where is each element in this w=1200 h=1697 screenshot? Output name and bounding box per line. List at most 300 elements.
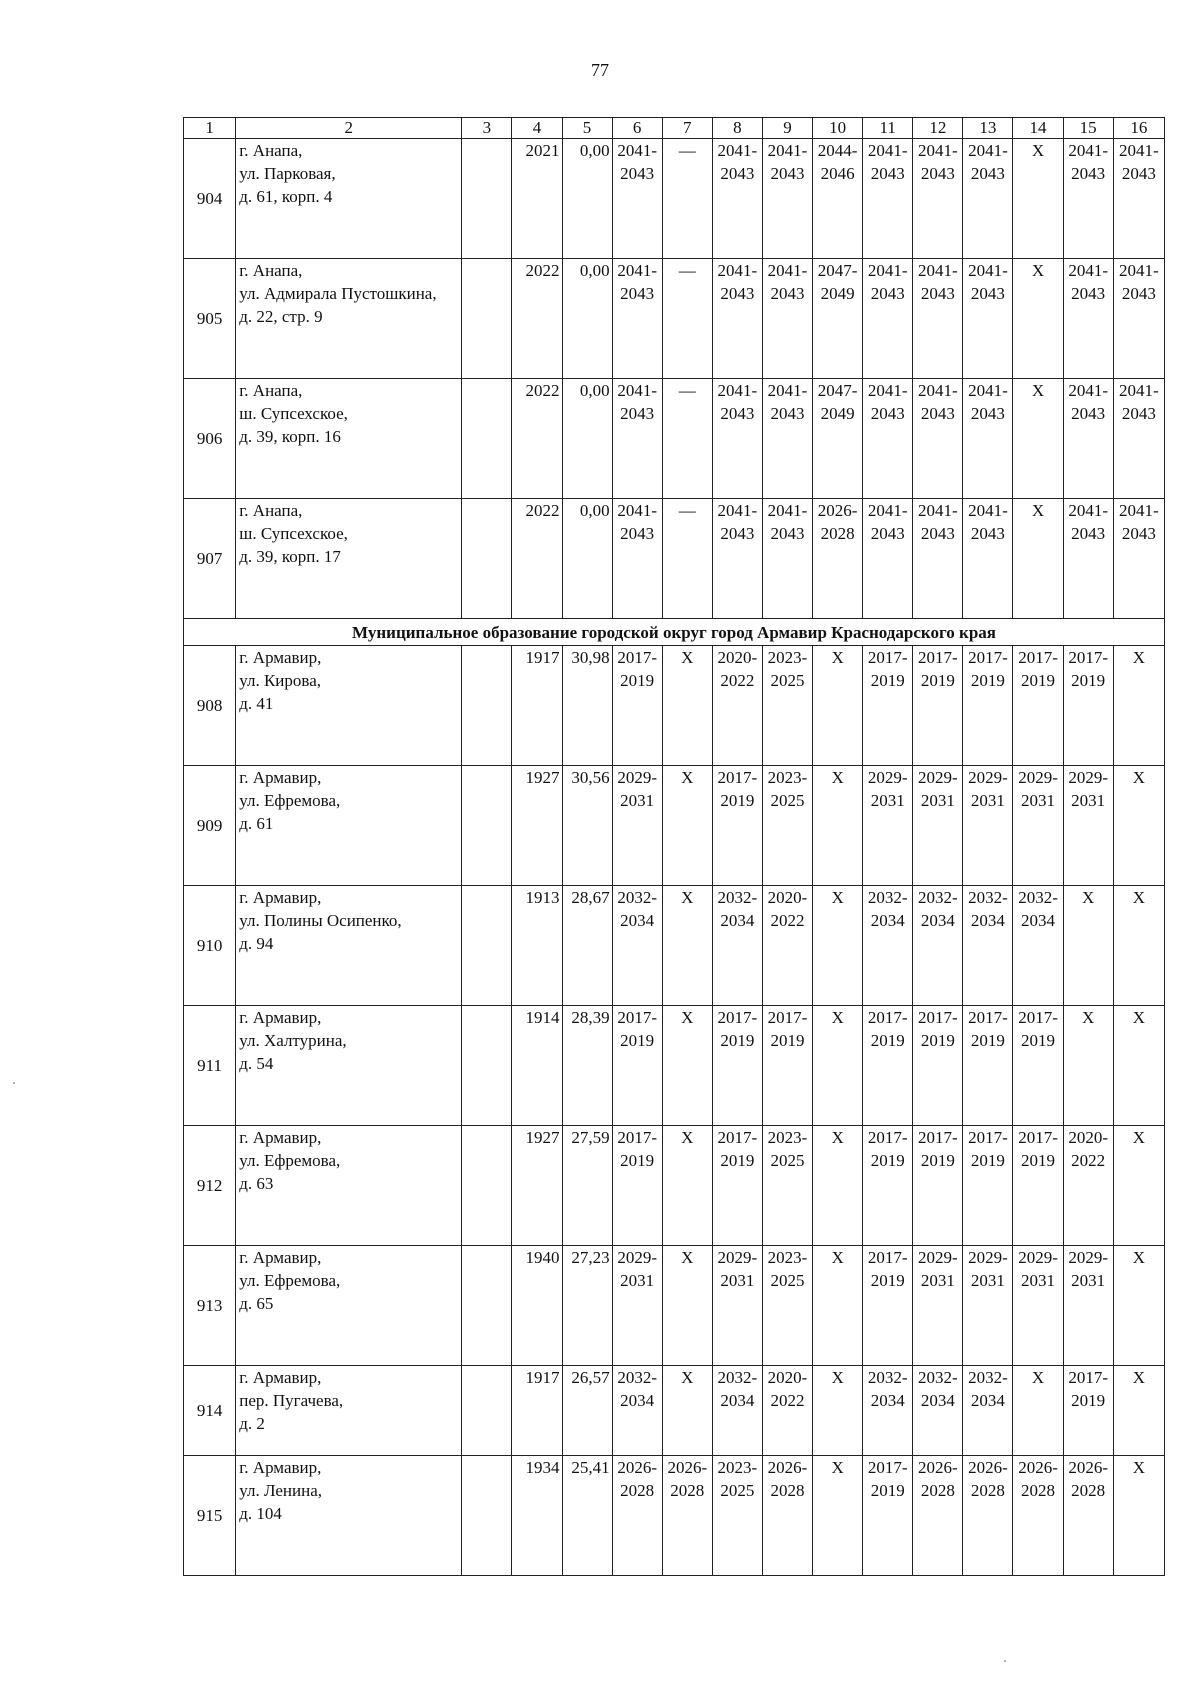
cell-line: 2019 [620,1031,655,1050]
cell-line: 2019 [1021,1031,1056,1050]
cell-line: д. 39, корп. 16 [239,427,341,446]
period-cell-col13 [963,139,1013,259]
period-cell-col15 [1063,1456,1113,1576]
period-cell-col12 [913,1126,963,1246]
year-built-cell: 2022 [512,259,562,379]
cell-line: 2029- [917,1248,958,1267]
cell-line: 2031 [970,1271,1005,1290]
value-cell: 0,00 [562,499,612,619]
cell-line: 2026- [817,501,858,520]
cell-line: 2041- [867,261,908,280]
period-cell-col12 [913,379,963,499]
period-cell-col11 [863,499,913,619]
cell-line: 2041- [1119,501,1159,520]
period-cell-col16 [1113,766,1164,886]
cell-line: 2019 [970,1151,1005,1170]
cell-line: 2026- [968,1458,1008,1477]
period-cell-col13 [963,1456,1013,1576]
cell-line: ул. Полины Осипенко, [239,911,402,930]
cell-line: 2017- [867,1458,908,1477]
cell-line: Х [681,1008,694,1027]
cell-line: 2031 [920,1271,955,1290]
period-cell-col10 [813,646,863,766]
cell-line: 2043 [720,284,755,303]
cell-line: 2019 [970,671,1005,690]
cell-line: ул. Адмирала Пустошкина, [239,284,437,303]
row-number: 906 [184,379,236,499]
address-cell [236,379,462,499]
period-cell-col6 [612,1456,662,1576]
table-row [184,1456,1165,1576]
period-cell-col8 [712,1366,762,1456]
cell-line: 2031 [620,1271,655,1290]
cell-line: 2017- [867,1008,908,1027]
cell-line: 2043 [920,284,955,303]
cell-line: 2023- [717,1458,758,1477]
cell-line: 2029- [1068,1248,1108,1267]
cell-line: 2017- [1068,648,1108,667]
year-built-cell: 1913 [512,886,562,1006]
cell-line: 2020- [767,888,808,907]
period-cell-col7 [662,766,712,886]
cell-line: Х [1132,888,1145,907]
period-cell-col13 [963,1006,1013,1126]
period-cell-col10 [813,139,863,259]
cell-line: 2019 [870,1481,905,1500]
cell-line: ул. Ефремова, [239,791,341,810]
cell-line: Х [681,768,694,787]
cell-line: 2041- [1068,381,1108,400]
column-header: 1 [184,118,236,139]
period-cell-col13 [963,499,1013,619]
period-cell-col7 [662,259,712,379]
cell-line: 2019 [770,1031,805,1050]
cell-line: д. 54 [239,1054,274,1073]
cell-line: г. Армавир, [239,1248,322,1267]
cell-line: Х [831,1008,844,1027]
table-row [184,1006,1165,1126]
cell-line: 2019 [1021,671,1056,690]
period-cell-col13 [963,1246,1013,1366]
year-built-cell: 1927 [512,1126,562,1246]
cell-line: 2031 [970,791,1005,810]
cell-line: 2043 [720,404,755,423]
cell-col3 [462,259,512,379]
period-cell-col14 [1013,886,1063,1006]
period-cell-col13 [963,379,1013,499]
row-number: 913 [184,1246,236,1366]
period-cell-col16 [1113,139,1164,259]
cell-line: — [678,141,696,160]
period-cell-col15 [1063,379,1113,499]
cell-line: 2034 [1021,911,1056,930]
period-cell-col16 [1113,1246,1164,1366]
cell-line: Х [681,1128,694,1147]
cell-line: 2043 [870,524,905,543]
cell-line: 2043 [770,284,805,303]
period-cell-col14 [1013,259,1063,379]
cell-line: 2044- [817,141,858,160]
cell-line: 2043 [1121,404,1156,423]
cell-line: 2047- [817,381,858,400]
cell-line: 2032- [867,1368,908,1387]
period-cell-col10 [813,1246,863,1366]
address-cell [236,139,462,259]
cell-line: 2025 [770,671,805,690]
scan-speck [1004,1660,1006,1662]
row-number: 907 [184,499,236,619]
period-cell-col13 [963,886,1013,1006]
column-header: 9 [762,118,812,139]
cell-line: 2022 [770,911,805,930]
period-cell-col6 [612,886,662,1006]
table-body [184,118,1165,1576]
cell-line: Х [681,648,694,667]
address-cell [236,766,462,886]
period-cell-col16 [1113,499,1164,619]
cell-line: 2032- [917,1368,958,1387]
cell-line: 2031 [720,1271,755,1290]
cell-col3 [462,499,512,619]
period-cell-col6 [612,1366,662,1456]
year-built-cell: 2022 [512,499,562,619]
cell-line: 2043 [970,164,1005,183]
year-built-cell: 1917 [512,646,562,766]
cell-line: 2019 [970,1031,1005,1050]
period-cell-col16 [1113,646,1164,766]
cell-line: 2028 [770,1481,805,1500]
cell-line: 2032- [617,1368,657,1387]
cell-line: 2041- [767,261,808,280]
cell-line: 2043 [870,164,905,183]
cell-line: 2017- [617,1128,657,1147]
cell-line: 2019 [920,671,955,690]
cell-line: 2043 [1071,524,1106,543]
column-header: 16 [1113,118,1164,139]
cell-line: 2043 [1121,524,1156,543]
cell-line: 2041- [617,501,657,520]
column-header: 4 [512,118,562,139]
cell-col3 [462,1246,512,1366]
cell-line: 2019 [1071,1391,1106,1410]
cell-line: 2019 [720,1151,755,1170]
period-cell-col10 [813,1456,863,1576]
cell-line: 2017- [617,648,657,667]
cell-line: 2020- [717,648,758,667]
cell-line: Х [1031,1368,1045,1387]
cell-line: 2017- [1018,1128,1058,1147]
cell-line: 2029- [1018,1248,1058,1267]
table-row [184,1246,1165,1366]
cell-line: 2041- [767,501,808,520]
period-cell-col16 [1113,1366,1164,1456]
cell-line: 2019 [620,671,655,690]
cell-line: 2017- [717,1008,758,1027]
period-cell-col15 [1063,1126,1113,1246]
cell-line: 2043 [870,284,905,303]
cell-line: ул. Ленина, [239,1481,323,1500]
period-cell-col9 [762,1456,812,1576]
header-row [184,118,1165,139]
cell-line: г. Анапа, [239,381,303,400]
table-row [184,646,1165,766]
period-cell-col13 [963,646,1013,766]
period-cell-col12 [913,1366,963,1456]
cell-line: 2031 [870,791,905,810]
cell-line: 2023- [767,648,808,667]
cell-line: 2023- [767,768,808,787]
cell-line: 2028 [820,524,855,543]
period-cell-col7 [662,379,712,499]
value-cell: 0,00 [562,379,612,499]
period-cell-col15 [1063,886,1113,1006]
value-cell: 27,23 [562,1246,612,1366]
period-cell-col7 [662,1006,712,1126]
year-built-cell: 2022 [512,379,562,499]
cell-line: 2017- [867,1128,908,1147]
period-cell-col14 [1013,1456,1063,1576]
period-cell-col15 [1063,139,1113,259]
period-cell-col15 [1063,646,1113,766]
period-cell-col8 [712,1456,762,1576]
period-cell-col7 [662,499,712,619]
cell-line: Х [831,888,844,907]
table-row [184,886,1165,1006]
cell-col3 [462,1456,512,1576]
cell-line: 2017- [968,1008,1008,1027]
cell-line: г. Анапа, [239,261,303,280]
cell-col3 [462,1366,512,1456]
period-cell-col8 [712,139,762,259]
column-header: 5 [562,118,612,139]
cell-line: 2031 [620,791,655,810]
period-cell-col8 [712,1246,762,1366]
cell-line: г. Армавир, [239,768,322,787]
cell-line: Х [1132,1458,1145,1477]
period-cell-col14 [1013,646,1063,766]
cell-line: 2025 [720,1481,755,1500]
cell-line: 2028 [670,1481,705,1500]
column-header: 6 [612,118,662,139]
period-cell-col14 [1013,139,1063,259]
cell-line: 2043 [920,524,955,543]
cell-line: г. Армавир, [239,1008,322,1027]
cell-line: ул. Ефремова, [239,1151,341,1170]
cell-line: Х [681,1248,694,1267]
row-number: 904 [184,139,236,259]
value-cell: 27,59 [562,1126,612,1246]
value-cell: 25,41 [562,1456,612,1576]
cell-col3 [462,139,512,259]
cell-line: 2041- [968,501,1008,520]
cell-line: 2017- [717,768,758,787]
year-built-cell: 1927 [512,766,562,886]
cell-line: г. Анапа, [239,141,303,160]
period-cell-col16 [1113,259,1164,379]
period-cell-col7 [662,1126,712,1246]
cell-line: 2019 [720,1031,755,1050]
column-header: 8 [712,118,762,139]
period-cell-col6 [612,646,662,766]
cell-line: 2041- [767,381,808,400]
row-number: 908 [184,646,236,766]
period-cell-col11 [863,1006,913,1126]
period-cell-col11 [863,1126,913,1246]
cell-line: 2019 [870,1031,905,1050]
address-cell [236,1366,462,1456]
cell-line: 2019 [620,1151,655,1170]
period-cell-col11 [863,646,913,766]
cell-line: 2031 [1071,791,1106,810]
cell-line: 2029- [917,768,958,787]
period-cell-col9 [762,1246,812,1366]
cell-line: 2049 [820,284,855,303]
period-cell-col7 [662,646,712,766]
cell-line: 2032- [717,1368,758,1387]
value-cell: 30,98 [562,646,612,766]
period-cell-col8 [712,259,762,379]
cell-line: 2041- [767,141,808,160]
cell-line: 2026- [617,1458,657,1477]
row-number: 911 [184,1006,236,1126]
cell-line: 2017- [968,1128,1008,1147]
cell-line: 2041- [1119,141,1159,160]
period-cell-col13 [963,1366,1013,1456]
cell-line: 2041- [1119,381,1159,400]
cell-line: Х [1132,1248,1145,1267]
column-header: 10 [813,118,863,139]
cell-line: Х [1031,141,1045,160]
table-row [184,379,1165,499]
period-cell-col11 [863,379,913,499]
cell-line: Х [1082,1008,1095,1027]
period-cell-col11 [863,259,913,379]
cell-line: 2043 [720,524,755,543]
period-cell-col6 [612,1126,662,1246]
cell-line: 2026- [1018,1458,1058,1477]
cell-line: 2017- [1018,648,1058,667]
cell-line: г. Анапа, [239,501,303,520]
cell-line: 2041- [917,141,958,160]
cell-line: Х [1132,648,1145,667]
cell-line: 2017- [1068,1368,1108,1387]
cell-line: Х [681,1368,694,1387]
period-cell-col16 [1113,379,1164,499]
cell-line: 2019 [1071,671,1106,690]
period-cell-col15 [1063,1006,1113,1126]
cell-line: 2043 [720,164,755,183]
column-header: 14 [1013,118,1063,139]
cell-line: 2041- [717,141,758,160]
period-cell-col11 [863,886,913,1006]
cell-line: 2017- [617,1008,657,1027]
cell-line: 2029- [968,768,1008,787]
period-cell-col11 [863,1246,913,1366]
period-cell-col7 [662,886,712,1006]
period-cell-col9 [762,1006,812,1126]
address-cell [236,1456,462,1576]
period-cell-col13 [963,766,1013,886]
cell-line: 2041- [867,381,908,400]
cell-line: 2032- [968,888,1008,907]
period-cell-col11 [863,766,913,886]
period-cell-col11 [863,1456,913,1576]
cell-line: 2041- [867,501,908,520]
cell-line: 2043 [1121,164,1156,183]
cell-line: 2034 [920,911,955,930]
cell-line: 2043 [970,524,1005,543]
cell-line: 2041- [917,501,958,520]
cell-line: 2029- [717,1248,758,1267]
period-cell-col10 [813,379,863,499]
cell-line: 2041- [867,141,908,160]
row-number: 905 [184,259,236,379]
cell-line: 2026- [917,1458,958,1477]
period-cell-col6 [612,139,662,259]
cell-line: д. 63 [239,1174,274,1193]
cell-line: 2043 [870,404,905,423]
cell-line: 2031 [1021,1271,1056,1290]
cell-line: 2032- [867,888,908,907]
cell-line: 2029- [617,768,657,787]
cell-line: Х [831,1248,844,1267]
row-number: 909 [184,766,236,886]
period-cell-col14 [1013,1126,1063,1246]
cell-line: 2041- [917,261,958,280]
period-cell-col16 [1113,1006,1164,1126]
address-cell [236,1006,462,1126]
period-cell-col10 [813,766,863,886]
period-cell-col6 [612,766,662,886]
cell-line: 2025 [770,1151,805,1170]
period-cell-col9 [762,499,812,619]
cell-col3 [462,1006,512,1126]
cell-line: 2019 [870,671,905,690]
cell-line: 2043 [1071,284,1106,303]
cell-line: д. 41 [239,694,274,713]
value-cell: 0,00 [562,259,612,379]
cell-line: Х [1132,1008,1145,1027]
cell-line: 2019 [920,1031,955,1050]
cell-line: ул. Ефремова, [239,1271,341,1290]
cell-line: Х [831,1128,844,1147]
value-cell: 28,39 [562,1006,612,1126]
cell-line: Х [831,1458,844,1477]
cell-line: 2017- [867,648,908,667]
cell-line: ул. Кирова, [239,671,322,690]
cell-line: 2032- [917,888,958,907]
cell-line: 2028 [1021,1481,1056,1500]
cell-line: 2034 [870,911,905,930]
period-cell-col12 [913,646,963,766]
period-cell-col9 [762,259,812,379]
period-cell-col7 [662,1246,712,1366]
cell-line: 2041- [968,381,1008,400]
table-row [184,499,1165,619]
cell-line: д. 22, стр. 9 [239,307,323,326]
period-cell-col8 [712,766,762,886]
cell-line: 2041- [1119,261,1159,280]
cell-col3 [462,886,512,1006]
table-row [184,766,1165,886]
period-cell-col8 [712,379,762,499]
period-cell-col9 [762,886,812,1006]
cell-line: 2023- [767,1248,808,1267]
cell-line: ул. Парковая, [239,164,336,183]
cell-line: — [678,261,696,280]
cell-line: Х [1031,501,1045,520]
value-cell: 26,57 [562,1366,612,1456]
